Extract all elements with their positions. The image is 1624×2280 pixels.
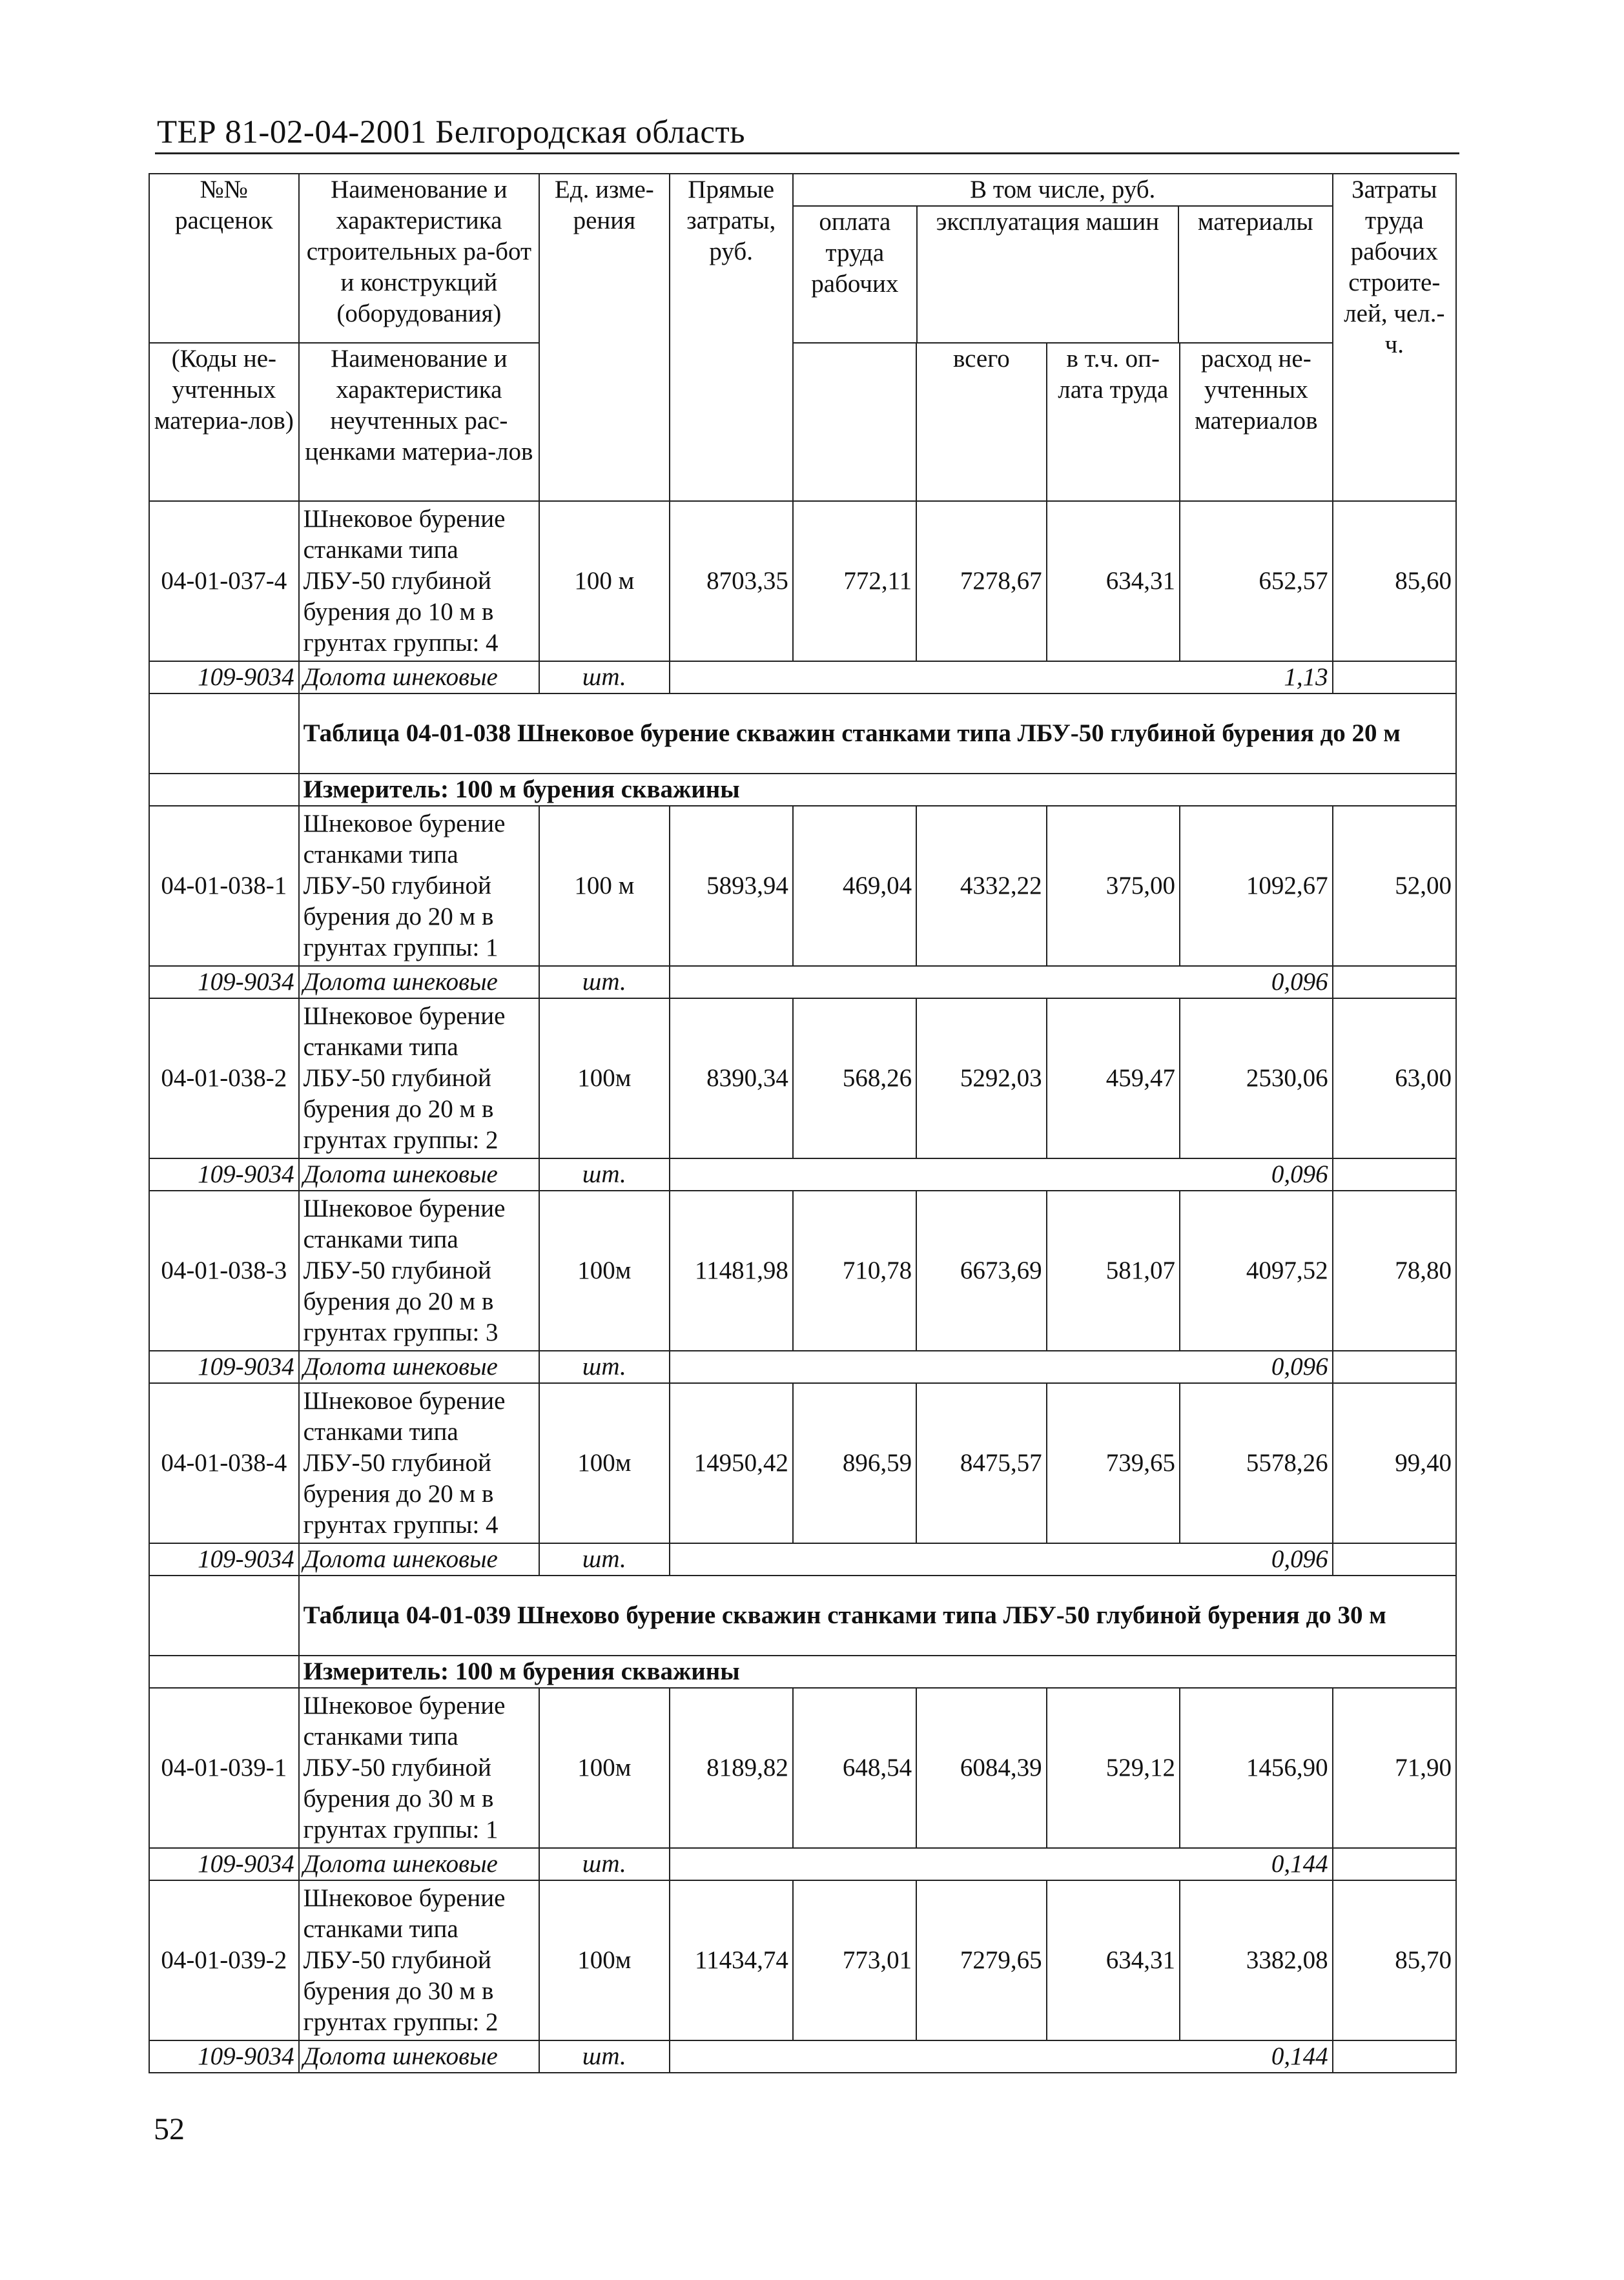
rate-mach-labor: 375,00 bbox=[1047, 806, 1180, 966]
rate-materials: 4097,52 bbox=[1180, 1191, 1333, 1351]
material-unit: шт. bbox=[539, 1158, 669, 1191]
rate-direct: 5893,94 bbox=[670, 806, 793, 966]
rate-labor: 896,59 bbox=[793, 1383, 916, 1543]
rate-hours: 85,60 bbox=[1333, 501, 1456, 661]
rate-direct: 8703,35 bbox=[670, 501, 793, 661]
rate-row bbox=[149, 1880, 1456, 2040]
rate-labor: 469,04 bbox=[793, 806, 916, 966]
rate-machines: 5292,03 bbox=[916, 998, 1046, 1158]
rate-mach-labor: 581,07 bbox=[1047, 1191, 1180, 1351]
rate-hours: 52,00 bbox=[1333, 806, 1456, 966]
title-blank bbox=[149, 1576, 299, 1656]
col-name2-header: Наименование и характеристика неучтенных рас-ценками материа-лов bbox=[299, 343, 540, 501]
rate-direct: 8189,82 bbox=[670, 1688, 793, 1848]
rate-hours: 63,00 bbox=[1333, 998, 1456, 1158]
material-unit: шт. bbox=[539, 1848, 669, 1880]
rate-unit: 100м bbox=[539, 1880, 669, 2040]
rate-code: 04-01-038-4 bbox=[149, 1383, 299, 1543]
material-unit: шт. bbox=[539, 661, 669, 693]
material-row bbox=[149, 1158, 1456, 1191]
rate-name: Шнековое бурение станками типа ЛБУ-50 глубиной бурения до 20 м в грунтах группы: 3 bbox=[299, 1191, 540, 1351]
rate-materials: 5578,26 bbox=[1180, 1383, 1333, 1543]
rate-machines: 7279,65 bbox=[916, 1880, 1046, 2040]
rate-direct: 11481,98 bbox=[670, 1191, 793, 1351]
rate-row bbox=[149, 1688, 1456, 1848]
rate-code: 04-01-037-4 bbox=[149, 501, 299, 661]
material-code: 109-9034 bbox=[149, 1543, 299, 1576]
material-row bbox=[149, 1351, 1456, 1383]
table-title-row bbox=[149, 1576, 1456, 1656]
material-blank bbox=[1333, 661, 1456, 693]
col-incl-group bbox=[793, 174, 1333, 343]
col-name-header: Наименование и характеристика строительных ра-бот и конструкций (оборудования) bbox=[299, 174, 540, 343]
material-code: 109-9034 bbox=[149, 966, 299, 998]
material-qty: 0,144 bbox=[670, 2040, 1333, 2073]
rate-materials: 1092,67 bbox=[1180, 806, 1333, 966]
rate-code: 04-01-038-3 bbox=[149, 1191, 299, 1351]
material-row bbox=[149, 1543, 1456, 1576]
col-materials-header: материалы bbox=[1197, 208, 1313, 236]
rate-row bbox=[149, 1191, 1456, 1351]
meter-blank bbox=[149, 1656, 299, 1688]
material-code: 109-9034 bbox=[149, 661, 299, 693]
material-code: 109-9034 bbox=[149, 2040, 299, 2073]
rate-unit: 100м bbox=[539, 1383, 669, 1543]
rate-labor: 773,01 bbox=[793, 1880, 916, 2040]
rate-row bbox=[149, 998, 1456, 1158]
meter-text: Измеритель: 100 м бурения скважины bbox=[299, 1656, 1456, 1688]
material-qty: 0,096 bbox=[670, 1351, 1333, 1383]
col-incl-header: В том числе, руб. bbox=[794, 174, 1332, 207]
col-labor-header: оплата труда рабочих bbox=[794, 207, 918, 342]
header-row-2 bbox=[149, 343, 1456, 501]
rate-code: 04-01-039-1 bbox=[149, 1688, 299, 1848]
table-title-row bbox=[149, 693, 1456, 774]
rate-materials: 3382,08 bbox=[1180, 1880, 1333, 2040]
rate-row bbox=[149, 806, 1456, 966]
material-qty: 0,144 bbox=[670, 1848, 1333, 1880]
rate-code: 04-01-038-2 bbox=[149, 998, 299, 1158]
rate-unit: 100м bbox=[539, 1191, 669, 1351]
rate-unit: 100 м bbox=[539, 501, 669, 661]
page-header: ТЕР 81-02-04-2001 Белгородская область bbox=[157, 114, 746, 150]
material-unit: шт. bbox=[539, 2040, 669, 2073]
title-blank bbox=[149, 693, 299, 774]
material-row bbox=[149, 2040, 1456, 2073]
rate-machines: 7278,67 bbox=[916, 501, 1046, 661]
material-blank bbox=[1333, 2040, 1456, 2073]
material-name: Долота шнековые bbox=[299, 1351, 540, 1383]
rate-name: Шнековое бурение станками типа ЛБУ-50 глубиной бурения до 20 м в грунтах группы: 1 bbox=[299, 806, 540, 966]
rate-mach-labor: 739,65 bbox=[1047, 1383, 1180, 1543]
col-mat-use-header: расход не-учтенных материалов bbox=[1180, 343, 1333, 501]
rate-row bbox=[149, 501, 1456, 661]
material-blank bbox=[1333, 1543, 1456, 1576]
material-blank bbox=[1333, 1351, 1456, 1383]
rate-mach-labor: 529,12 bbox=[1047, 1688, 1180, 1848]
material-name: Долота шнековые bbox=[299, 1848, 540, 1880]
material-qty: 0,096 bbox=[670, 1158, 1333, 1191]
meter-row bbox=[149, 774, 1456, 806]
material-qty: 1,13 bbox=[670, 661, 1333, 693]
rate-materials: 1456,90 bbox=[1180, 1688, 1333, 1848]
material-row bbox=[149, 661, 1456, 693]
rate-mach-labor: 459,47 bbox=[1047, 998, 1180, 1158]
header-rule bbox=[155, 152, 1459, 154]
rate-mach-labor: 634,31 bbox=[1047, 501, 1180, 661]
table-title: Таблица 04-01-038 Шнековое бурение скважин станками типа ЛБУ-50 глубиной бурения до 20 м bbox=[299, 693, 1456, 774]
col-total-header: всего bbox=[916, 343, 1046, 501]
material-name: Долота шнековые bbox=[299, 1543, 540, 1576]
material-blank bbox=[1333, 1848, 1456, 1880]
rate-name: Шнековое бурение станками типа ЛБУ-50 глубиной бурения до 10 м в грунтах группы: 4 bbox=[299, 501, 540, 661]
material-code: 109-9034 bbox=[149, 1848, 299, 1880]
rate-hours: 71,90 bbox=[1333, 1688, 1456, 1848]
material-name: Долота шнековые bbox=[299, 966, 540, 998]
meter-row bbox=[149, 1656, 1456, 1688]
material-qty: 0,096 bbox=[670, 966, 1333, 998]
rate-name: Шнековое бурение станками типа ЛБУ-50 глубиной бурения до 20 м в грунтах группы: 4 bbox=[299, 1383, 540, 1543]
meter-text: Измеритель: 100 м бурения скважины bbox=[299, 774, 1456, 806]
rate-hours: 78,80 bbox=[1333, 1191, 1456, 1351]
rate-unit: 100м bbox=[539, 1688, 669, 1848]
rate-name: Шнековое бурение станками типа ЛБУ-50 глубиной бурения до 30 м в грунтах группы: 2 bbox=[299, 1880, 540, 2040]
material-blank bbox=[1333, 1158, 1456, 1191]
rates-table bbox=[149, 173, 1457, 2073]
rate-hours: 99,40 bbox=[1333, 1383, 1456, 1543]
material-row bbox=[149, 1848, 1456, 1880]
material-qty: 0,096 bbox=[670, 1543, 1333, 1576]
rate-direct: 8390,34 bbox=[670, 998, 793, 1158]
rate-labor: 772,11 bbox=[793, 501, 916, 661]
page-number: 52 bbox=[154, 2112, 185, 2146]
col-unit-header: Ед. изме-рения bbox=[539, 174, 669, 501]
material-unit: шт. bbox=[539, 1351, 669, 1383]
meter-blank bbox=[149, 774, 299, 806]
rate-materials: 652,57 bbox=[1180, 501, 1333, 661]
rate-unit: 100м bbox=[539, 998, 669, 1158]
rate-machines: 4332,22 bbox=[916, 806, 1046, 966]
rate-materials: 2530,06 bbox=[1180, 998, 1333, 1158]
header-row-1 bbox=[149, 174, 1456, 343]
rate-code: 04-01-039-2 bbox=[149, 1880, 299, 2040]
col-hours-header: Затраты труда рабочих строите-лей, чел.-ч. bbox=[1333, 174, 1456, 501]
material-code: 109-9034 bbox=[149, 1158, 299, 1191]
rate-labor: 568,26 bbox=[793, 998, 916, 1158]
material-code: 109-9034 bbox=[149, 1351, 299, 1383]
rate-machines: 6673,69 bbox=[916, 1191, 1046, 1351]
material-unit: шт. bbox=[539, 966, 669, 998]
rate-labor: 710,78 bbox=[793, 1191, 916, 1351]
rate-name: Шнековое бурение станками типа ЛБУ-50 глубиной бурения до 20 м в грунтах группы: 2 bbox=[299, 998, 540, 1158]
rate-row bbox=[149, 1383, 1456, 1543]
col-machines-header: эксплуатация машин bbox=[918, 207, 1179, 342]
rate-direct: 11434,74 bbox=[670, 1880, 793, 2040]
rate-hours: 85,70 bbox=[1333, 1880, 1456, 2040]
material-blank bbox=[1333, 966, 1456, 998]
material-name: Долота шнековые bbox=[299, 1158, 540, 1191]
col-codes-header: (Коды не-учтенных материа-лов) bbox=[149, 343, 299, 501]
rate-machines: 6084,39 bbox=[916, 1688, 1046, 1848]
rate-unit: 100 м bbox=[539, 806, 669, 966]
col-incl-labor-header: в т.ч. оп-лата труда bbox=[1047, 343, 1180, 501]
material-unit: шт. bbox=[539, 1543, 669, 1576]
col-num-header: №№ расценок bbox=[149, 174, 299, 343]
rate-machines: 8475,57 bbox=[916, 1383, 1046, 1543]
rate-code: 04-01-038-1 bbox=[149, 806, 299, 966]
rate-name: Шнековое бурение станками типа ЛБУ-50 глубиной бурения до 30 м в грунтах группы: 1 bbox=[299, 1688, 540, 1848]
col-direct-header: Прямые затраты, руб. bbox=[670, 174, 793, 501]
rate-mach-labor: 634,31 bbox=[1047, 1880, 1180, 2040]
material-name: Долота шнековые bbox=[299, 661, 540, 693]
rate-direct: 14950,42 bbox=[670, 1383, 793, 1543]
table-title: Таблица 04-01-039 Шнехово бурение скважин станками типа ЛБУ-50 глубиной бурения до 30 м bbox=[299, 1576, 1456, 1656]
header-blank bbox=[793, 343, 916, 501]
material-name: Долота шнековые bbox=[299, 2040, 540, 2073]
rate-labor: 648,54 bbox=[793, 1688, 916, 1848]
material-row bbox=[149, 966, 1456, 998]
